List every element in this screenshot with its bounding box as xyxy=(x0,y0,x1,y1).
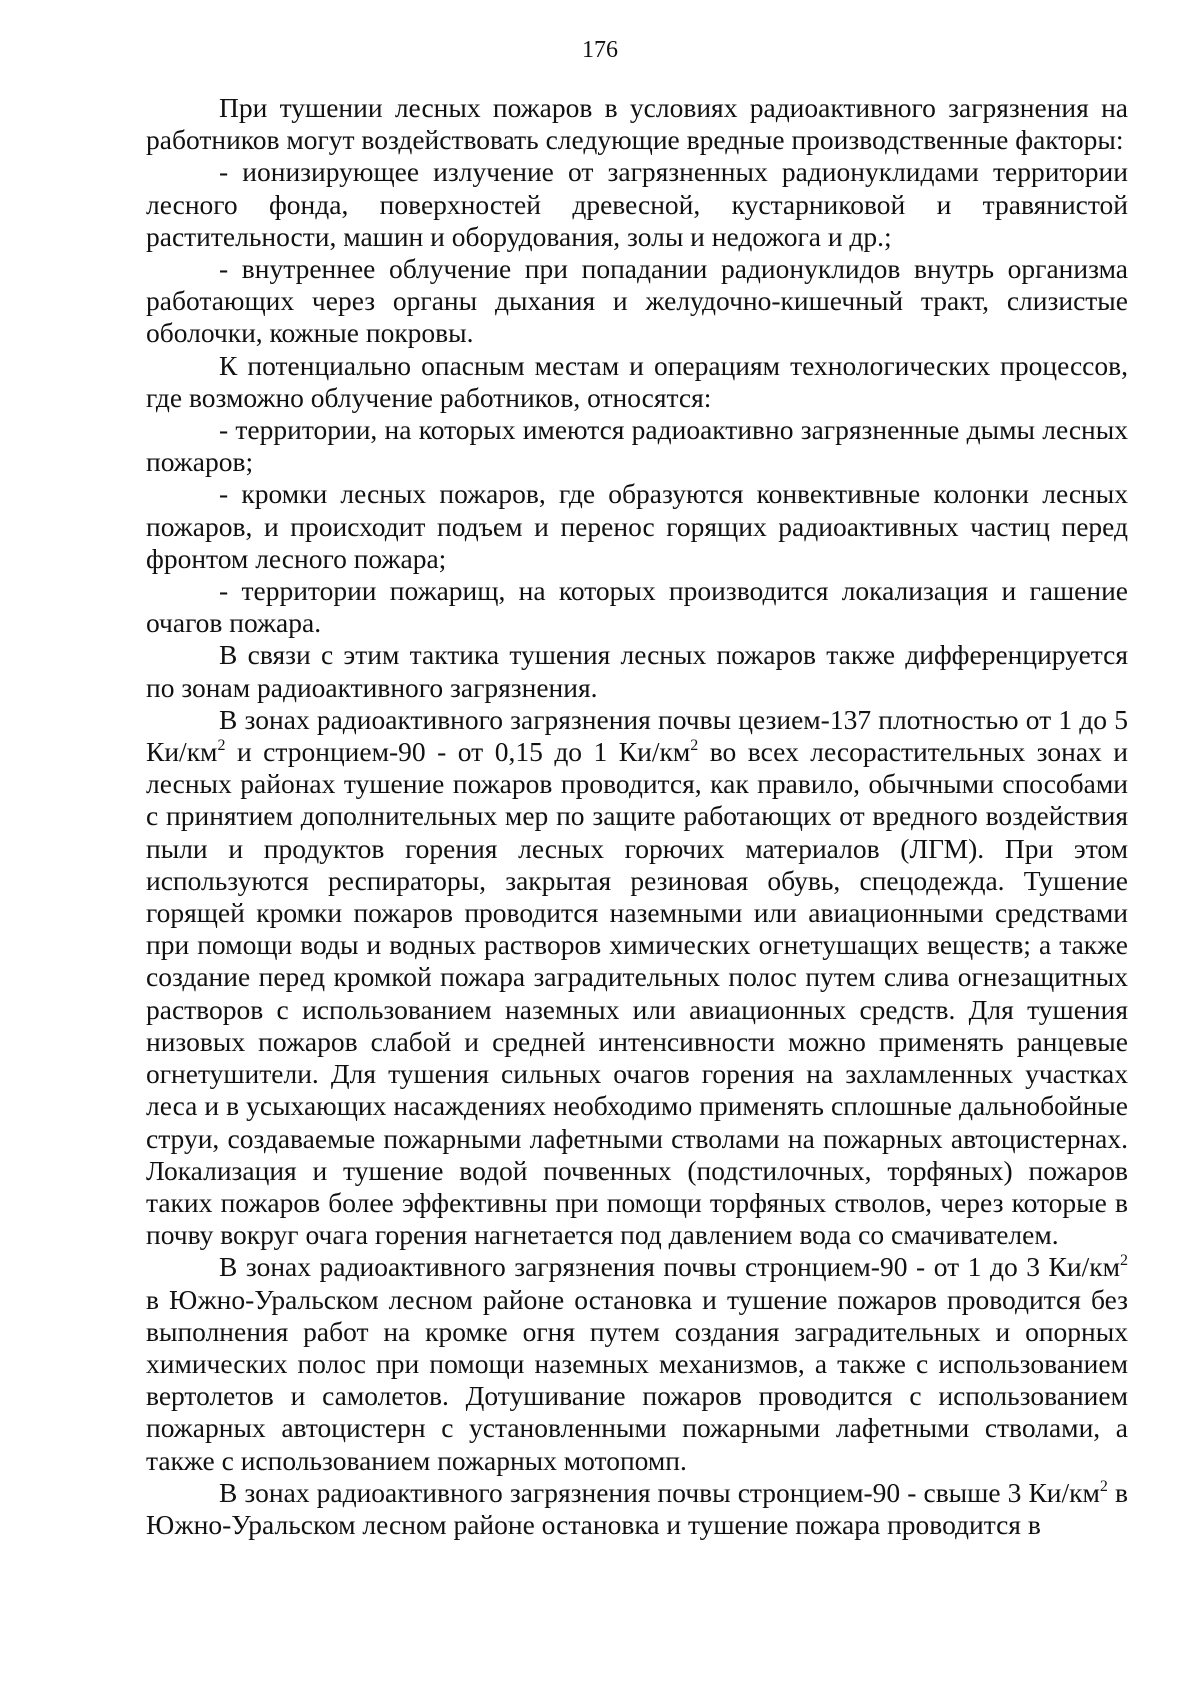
text-segment: В зонах радиоактивного загрязнения почвы стронцием-90 - от 1 до 3 Ки/км xyxy=(219,1251,1120,1283)
text-segment: в Южно-Уральском лесном районе остановка и тушение пожара проводится в xyxy=(146,1476,1128,1540)
document-body xyxy=(146,92,1128,1541)
list-item-fire-edges: - кромки лесных пожаров, где образуются конвективные колонки лесных пожаров, и происходит подъем и перенос горящих радиоактивных частиц перед фронтом лесного пожара; xyxy=(146,478,1128,574)
superscript: 2 xyxy=(1099,1477,1108,1495)
text-segment: в Южно-Уральском лесном районе остановка и тушение пожаров проводится без выполнения работ на кромке огня путем создания заградительных и опорных химических полос при помощи наземных механизмов, а также с использованием вертолетов и самолетов. Дотушивание пожаров проводится с использованием пожарных автоцистерн с установленными пожарными лафетными стволами, а также с использованием пожарных мотопомп. xyxy=(146,1283,1128,1476)
paragraph-cesium-zones xyxy=(146,704,1128,1251)
text-segment: во всех лесорастительных зонах и лесных районах тушение пожаров проводится, как правило, обычными способами с принятием дополнительных мер по защите работающих от вредного воздействия пыли и продуктов горения лесных горючих материалов (ЛГМ). При этом используются респираторы, закрытая резиновая обувь, спецодежда. Тушение горящей кромки пожаров проводится наземными или авиационными средствами при помощи воды и водных растворов химических огнетушащих веществ; а также создание перед кромкой пожара заградительных полос путем слива огнезащитных растворов с использованием наземных или авиационных средств. Для тушения низовых пожаров слабой и средней интенсивности можно применять ранцевые огнетушители. Для тушения сильных очагов горения на захламленных участках леса и в усыхающих насаждениях необходимо применять сплошные дальнобойные струи, создаваемые пожарными лафетными стволами на пожарных автоцистернах. Локализация и тушение водой почвенных (подстилочных, торфяных) пожаров таких пожаров более эффективны при помощи торфяных стволов, через которые в почву вокруг очага горения нагнетается под давлением вода со смачивателем. xyxy=(146,736,1128,1251)
text-segment: и стронцием-90 - от 0,15 до 1 Ки/км xyxy=(225,736,691,768)
superscript: 2 xyxy=(690,736,699,754)
page-number: 176 xyxy=(582,37,618,63)
list-item-burnt-areas: - территории пожарищ, на которых производится локализация и гашение очагов пожара. xyxy=(146,575,1128,639)
text-segment: В зонах радиоактивного загрязнения почвы стронцием-90 - свыше 3 Ки/км xyxy=(219,1476,1100,1508)
superscript: 2 xyxy=(217,736,226,754)
paragraph-strontium-over-3 xyxy=(146,1477,1128,1541)
paragraph-tactics: В связи с этим тактика тушения лесных пожаров также дифференцируется по зонам радиоактивного загрязнения. xyxy=(146,639,1128,703)
list-item-internal-exposure: - внутреннее облучение при попадании радионуклидов внутрь организма работающих через органы дыхания и желудочно-кишечный тракт, слизистые оболочки, кожные покровы. xyxy=(146,253,1128,349)
superscript: 2 xyxy=(1120,1252,1128,1270)
paragraph-strontium-1-3 xyxy=(146,1251,1128,1476)
paragraph-hazard-places: К потенциально опасным местам и операциям технологических процессов, где возможно облучение работников, относятся: xyxy=(146,349,1128,413)
paragraph-intro: При тушении лесных пожаров в условиях радиоактивного загрязнения на работников могут воздействовать следующие вредные производственные факторы: xyxy=(146,92,1128,156)
text-segment: В зонах радиоактивного загрязнения почвы цезием-137 плотностью от 1 до 5 Ки/км xyxy=(146,703,1128,768)
list-item-ionizing-radiation: - ионизирующее излучение от загрязненных радионуклидами территории лесного фонда, поверхностей древесной, кустарниковой и травянистой растительности, машин и оборудования, золы и недожога и др.; xyxy=(146,156,1128,252)
list-item-smoke-territories: - территории, на которых имеются радиоактивно загрязненные дымы лесных пожаров; xyxy=(146,414,1128,478)
